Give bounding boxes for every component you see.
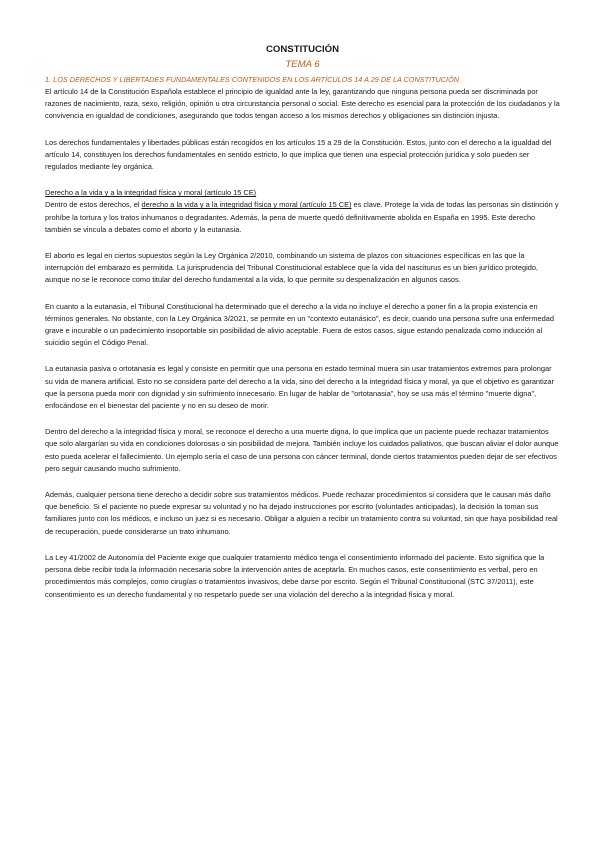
document-body bbox=[45, 44, 560, 615]
paragraph-article-14: El artículo 14 de la Constitución Española establece el principio de igualdad ante la ley, garantizando que ninguna persona pueda ser discriminada por razones de nacimiento, raza, sexo, religión, opinión u otra circunstancia personal o social. Este derecho es esencial para la protección de los ciudadanos y la convivencia en igualdad de condiciones, asegurando que todos tengan acceso a los mismos derechos y obligaciones sin distinción injusta. bbox=[45, 87, 560, 121]
paragraph-fundamental-rights: Los derechos fundamentales y libertades públicas están recogidos en los artículos 15 a 29 de la Constitución. Estos, junto con el derecho a la igualdad del artículo 14, constituyen los derechos fundamentales en sentido estricto, lo que implica que tienen una especial protección jurídica y solo pueden ser regulados mediante ley orgánica. bbox=[45, 137, 552, 172]
paragraph-right-to-life-underlined: derecho a la vida y a la integridad física y moral (artículo 15 CE) bbox=[141, 200, 352, 210]
paragraph-passive-euthanasia: La eutanasia pasiva o ortotanasia es legal y consiste en permitir que una persona en estado terminal muera sin usar tratamientos extremos para prolongar su vida de manera artificial. Esto no se considera parte del derecho a la vida, sino del derecho a la integridad física y moral, ya que el objetivo es garantizar que la persona pueda morir con dignidad y sin sufrimiento innecesario. En lugar de hablar de "ortotanasia", hoy se usa más el término "muerte digna", enfocándose en el bienestar del paciente y no en su deseo de morir. bbox=[45, 364, 555, 411]
paragraph-dignified-death: Dentro del derecho a la integridad física y moral, se reconoce el derecho a una muerte digna, lo que implica que un paciente puede rechazar tratamientos que solo alargarían su vida en condiciones dolorosas o sin posibilidad de mejora. También incluye los cuidados paliativos, que buscan aliviar el dolor aunque esto pueda acelerar el fallecimiento. Un ejemplo sería el caso de una persona con cáncer terminal, donde ciertos tratamientos pueden dejar de ser efectivos pero seguir causando mucho sufrimiento. bbox=[45, 427, 559, 473]
document-title: CONSTITUCIÓN bbox=[265, 44, 340, 55]
paragraph-right-to-life bbox=[45, 199, 560, 236]
paragraph-euthanasia: En cuanto a la eutanasia, el Tribunal Constitucional ha determinado que el derecho a la vida no incluye el derecho a poner fin a la propia existencia en términos generales. No obstante, con la Ley Orgánica 3/2021, se permite en un "contexto eutanásico", es decir, cuando una persona sufre una enfermedad grave e incurable o un padecimiento insoportable sin posibilidad de alivio aceptable. Fuera de estos casos, sigue estando penalizada como inducción al suicidio según el Código Penal. bbox=[45, 301, 554, 348]
document-subtitle: TEMA 6 bbox=[285, 59, 320, 70]
subsection-heading: Derecho a la vida y a la integridad física y moral (artículo 15 CE) bbox=[45, 188, 257, 198]
paragraph-right-to-life-rest: es clave. Protege la vida de todas las personas sin distinción y prohíbe la tortura y los tratos inhumanos o degradantes. Además, la pena de muerte quedó definitivamente abolida en España en 1995. Este derecho también se vincula a debates como el aborto y la eutanasia. bbox=[45, 200, 559, 234]
paragraph-abortion: El aborto es legal en ciertos supuestos según la Ley Orgánica 2/2010, combinando un sistema de plazos con situaciones específicas en las que la interrupción del embarazo es permitida. La jurisprudencia del Tribunal Constitucional establece que la vida del nasciturus es un bien jurídico protegido, aunque no se le reconoce como titular del derecho fundamental a la vida, lo que permite su despenalización en algunos casos. bbox=[45, 251, 538, 285]
section-heading: 1. LOS DERECHOS Y LIBERTADES FUNDAMENTALES CONTENIDOS EN LOS ARTÍCULOS 14 A 29 DE LA CONSTITUCIÓN bbox=[45, 75, 459, 84]
paragraph-medical-decisions: Además, cualquier persona tiene derecho a decidir sobre sus tratamientos médicos. Puede rechazar procedimientos si considera que le causan más daño que beneficio. Si el paciente no puede expresar su voluntad y no ha dejado instrucciones por escrito (voluntades anticipadas), la decisión la toman sus familiares junto con los médicos, e incluso un juez si es necesario. Obligar a alguien a recibir un tratamiento contra su voluntad, sin que haya posibilidad real de recuperación, puede considerarse un trato inhumano. bbox=[45, 490, 558, 536]
paragraph-right-to-life-intro: Dentro de estos derechos, el bbox=[45, 200, 142, 210]
paragraph-informed-consent: La Ley 41/2002 de Autonomía del Paciente exige que cualquier tratamiento médico tenga el consentimiento informado del paciente. Esto significa que la persona debe recibir toda la información necesaria sobre la intervención antes de aceptarla. En muchos casos, este consentimiento es verbal, pero en procedimientos más complejos, como cirugías o tratamientos invasivos, debe darse por escrito. Según el Tribunal Constitucional (STC 37/2011), este consentimiento es un derecho fundamental y no respetarlo puede ser una violación del derecho a la integridad física y moral. bbox=[45, 552, 545, 599]
